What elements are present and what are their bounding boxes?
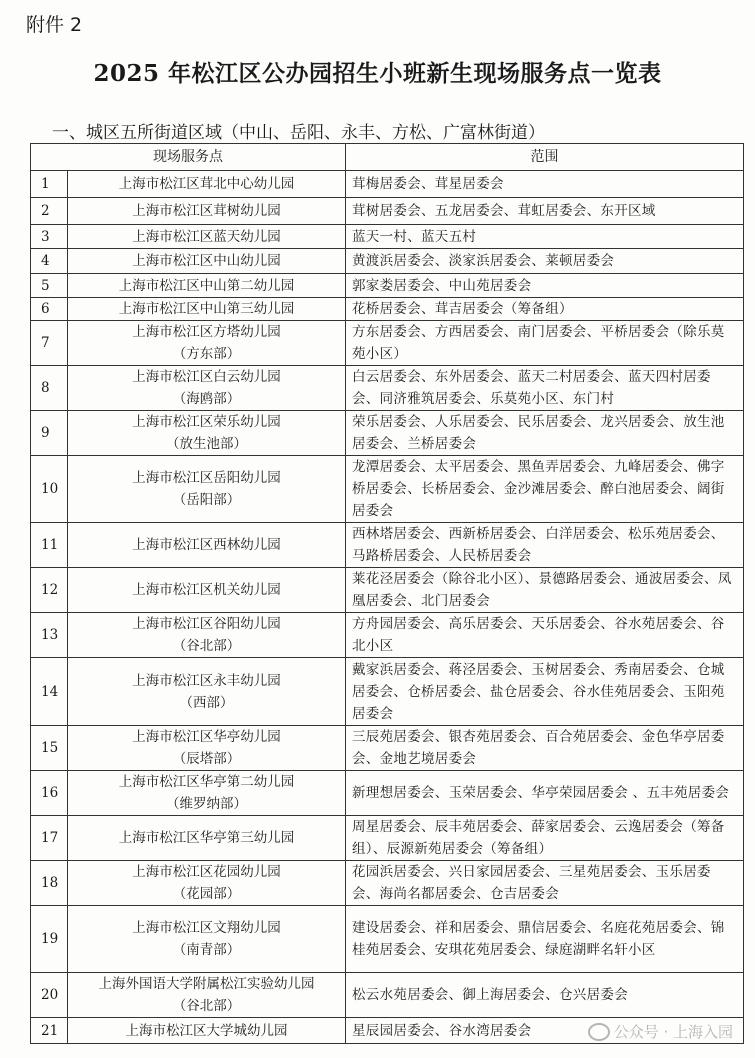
header-range: 范围	[346, 144, 744, 171]
campus-name: （海鸥部）	[172, 391, 241, 407]
service-range: 花桥居委会、茸吉居委会（筹备组）	[346, 298, 744, 321]
campus-name: （谷北部）	[172, 638, 241, 654]
kindergarten-name: 上海市松江区蓝天幼儿园	[132, 228, 281, 245]
kindergarten-name: 上海市松江区茸北中心幼儿园	[118, 176, 295, 192]
service-point-name	[68, 523, 346, 568]
table-row	[31, 249, 744, 274]
service-range: 茸树居委会、五龙居委会、茸虹居委会、东开区域	[346, 198, 744, 225]
service-point-name	[68, 658, 346, 726]
attachment-label: 附件 2	[26, 14, 83, 36]
service-range: 新理想居委会、玉荣居委会、华亭荣园居委会 、五丰苑居委会	[346, 771, 744, 816]
service-range: 茸梅居委会、茸星居委会	[346, 171, 744, 198]
service-range: 蓝天一村、蓝天五村	[346, 225, 744, 249]
row-number: 11	[31, 523, 68, 568]
service-range: 龙潭居委会、太平居委会、黑鱼弄居委会、九峰居委会、佛字桥居委会、长桥居委会、金沙滩居委会、醉白池居委会、阔街居委会	[346, 456, 744, 523]
kindergarten-name: 上海市松江区文翔幼儿园	[132, 920, 281, 936]
service-range: 郭家娄居委会、中山苑居委会	[346, 274, 744, 298]
row-number: 15	[31, 726, 68, 771]
kindergarten-name: 上海市松江区中山第三幼儿园	[118, 301, 295, 317]
row-number: 7	[31, 321, 68, 366]
service-range: 荣乐居委会、人乐居委会、民乐居委会、龙兴居委会、放生池居委会、兰桥居委会	[346, 411, 744, 456]
service-range: 松云水苑居委会、御上海居委会、仓兴居委会	[346, 973, 744, 1018]
table-row	[31, 973, 744, 1018]
service-point-name	[68, 816, 346, 861]
kindergarten-name: 上海市松江区中山第二幼儿园	[118, 277, 295, 294]
table-row	[31, 523, 744, 568]
row-number: 4	[31, 249, 68, 274]
campus-name: （南青部）	[172, 942, 241, 958]
campus-name: （方东部）	[172, 346, 241, 362]
row-number: 1	[31, 171, 68, 198]
row-number: 3	[31, 225, 68, 249]
table-row	[31, 411, 744, 456]
service-range: 方舟园居委会、高乐居委会、天乐居委会、谷水苑居委会、谷北小区	[346, 613, 744, 658]
table-row	[31, 613, 744, 658]
table-row	[31, 298, 744, 321]
kindergarten-name: 上海市松江区大学城幼儿园	[125, 1022, 288, 1039]
service-point-table	[30, 143, 744, 1044]
table-row	[31, 171, 744, 198]
table-body	[31, 171, 744, 1044]
campus-name: （花园部）	[172, 886, 241, 902]
kindergarten-name: 上海市松江区西林幼儿园	[132, 537, 281, 553]
service-range: 戴家浜居委会、蒋泾居委会、玉树居委会、秀南居委会、仓城居委会、仓桥居委会、盐仓居委会、谷水佳苑居委会、玉阳苑居委会	[346, 658, 744, 726]
row-number: 21	[31, 1018, 68, 1044]
campus-name: （放生池部）	[166, 436, 247, 452]
table-row	[31, 726, 744, 771]
service-range: 黄渡浜居委会、淡家浜居委会、莱顿居委会	[346, 249, 744, 274]
row-number: 12	[31, 568, 68, 613]
table-row	[31, 861, 744, 906]
service-point-name	[68, 568, 346, 613]
kindergarten-name: 上海市松江区华亭第二幼儿园	[118, 774, 295, 790]
service-point-name	[68, 1018, 346, 1044]
kindergarten-name: 上海市松江区荣乐幼儿园	[132, 414, 281, 430]
kindergarten-name: 上海市松江区茸树幼儿园	[132, 203, 281, 219]
row-number: 17	[31, 816, 68, 861]
table-row	[31, 906, 744, 973]
campus-name: （辰塔部）	[172, 751, 241, 767]
service-point-name	[68, 726, 346, 771]
kindergarten-name: 上海市松江区谷阳幼儿园	[132, 616, 281, 632]
service-point-name	[68, 249, 346, 274]
service-point-name	[68, 906, 346, 973]
table-row	[31, 816, 744, 861]
service-point-name	[68, 613, 346, 658]
table-row	[31, 198, 744, 225]
document-title: 2025 年松江区公办园招生小班新生现场服务点一览表	[93, 60, 662, 87]
wechat-icon	[588, 1023, 610, 1041]
header-service-point: 现场服务点	[31, 144, 346, 171]
row-number: 9	[31, 411, 68, 456]
service-point-name	[68, 171, 346, 198]
service-point-name	[68, 366, 346, 411]
service-range: 三辰苑居委会、银杏苑居委会、百合苑居委会、金色华亭居委会、金地艺境居委会	[346, 726, 744, 771]
kindergarten-name: 上海市松江区永丰幼儿园	[132, 672, 281, 689]
table-row	[31, 366, 744, 411]
service-point-name	[68, 411, 346, 456]
table-row	[31, 456, 744, 523]
row-number: 5	[31, 274, 68, 298]
kindergarten-name: 上海市松江区岳阳幼儿园	[132, 470, 281, 486]
service-range: 西林塔居委会、西新桥居委会、白洋居委会、松乐苑居委会、马路桥居委会、人民桥居委会	[346, 523, 744, 568]
kindergarten-name: 上海市松江区机关幼儿园	[132, 582, 281, 598]
service-range: 白云居委会、东外居委会、蓝天二村居委会、蓝天四村居委会、同济雅筑居委会、乐莫苑小区、东门村	[346, 366, 744, 411]
service-point-name	[68, 198, 346, 225]
watermark	[588, 1021, 733, 1042]
table-row	[31, 321, 744, 366]
service-point-name	[68, 456, 346, 523]
service-point-name	[68, 274, 346, 298]
service-point-name	[68, 225, 346, 249]
kindergarten-name: 上海市松江区方塔幼儿园	[132, 324, 281, 340]
service-range: 周星居委会、辰丰苑居委会、薛家居委会、云逸居委会（筹备组）、辰源新苑居委会（筹备组）	[346, 816, 744, 861]
row-number: 10	[31, 456, 68, 523]
kindergarten-name: 上海市松江区中山幼儿园	[132, 253, 281, 269]
row-number: 19	[31, 906, 68, 973]
kindergarten-name: 上海市松江区花园幼儿园	[132, 864, 281, 880]
table-row	[31, 658, 744, 726]
kindergarten-name: 上海市松江区华亭幼儿园	[132, 729, 281, 745]
campus-name: （岳阳部）	[172, 492, 241, 508]
service-point-name	[68, 298, 346, 321]
table-row	[31, 274, 744, 298]
watermark-text: 公众号 · 上海入园	[613, 1023, 733, 1041]
kindergarten-name: 上海外国语大学附属松江实验幼儿园	[98, 976, 315, 992]
service-point-name	[68, 771, 346, 816]
service-point-name	[68, 973, 346, 1018]
campus-name: （维罗纳部）	[166, 796, 247, 812]
service-range: 方东居委会、方西居委会、南门居委会、平桥居委会（除乐莫苑小区）	[346, 321, 744, 366]
row-number: 6	[31, 298, 68, 321]
table-header-row	[31, 144, 744, 171]
service-range: 星辰园居委会、谷水湾居委会	[346, 1018, 744, 1044]
service-range: 建设居委会、祥和居委会、鼎信居委会、名庭花苑居委会、锦桂苑居委会、安琪花苑居委会、绿庭湖畔名轩小区	[346, 906, 744, 973]
row-number: 14	[31, 658, 68, 726]
service-point-name	[68, 861, 346, 906]
row-number: 16	[31, 771, 68, 816]
kindergarten-name: 上海市松江区华亭第三幼儿园	[118, 830, 295, 846]
kindergarten-name: 上海市松江区白云幼儿园	[132, 369, 281, 385]
service-point-name	[68, 321, 346, 366]
table-row	[31, 771, 744, 816]
row-number: 13	[31, 613, 68, 658]
row-number: 18	[31, 861, 68, 906]
service-range: 花园浜居委会、兴日家园居委会、三星苑居委会、玉乐居委会、海尚名都居委会、仓吉居委会	[346, 861, 744, 906]
row-number: 20	[31, 973, 68, 1018]
campus-name: （西部）	[179, 694, 234, 711]
row-number: 8	[31, 366, 68, 411]
table-row	[31, 225, 744, 249]
table-row	[31, 568, 744, 613]
row-number: 2	[31, 198, 68, 225]
campus-name: （谷北部）	[172, 998, 241, 1014]
section-heading: 一、城区五所街道区域（中山、岳阳、永丰、方松、广富林街道）	[52, 123, 545, 143]
service-range: 莱花泾居委会（除谷北小区）、景德路居委会、通波居委会、凤凰居委会、北门居委会	[346, 568, 744, 613]
